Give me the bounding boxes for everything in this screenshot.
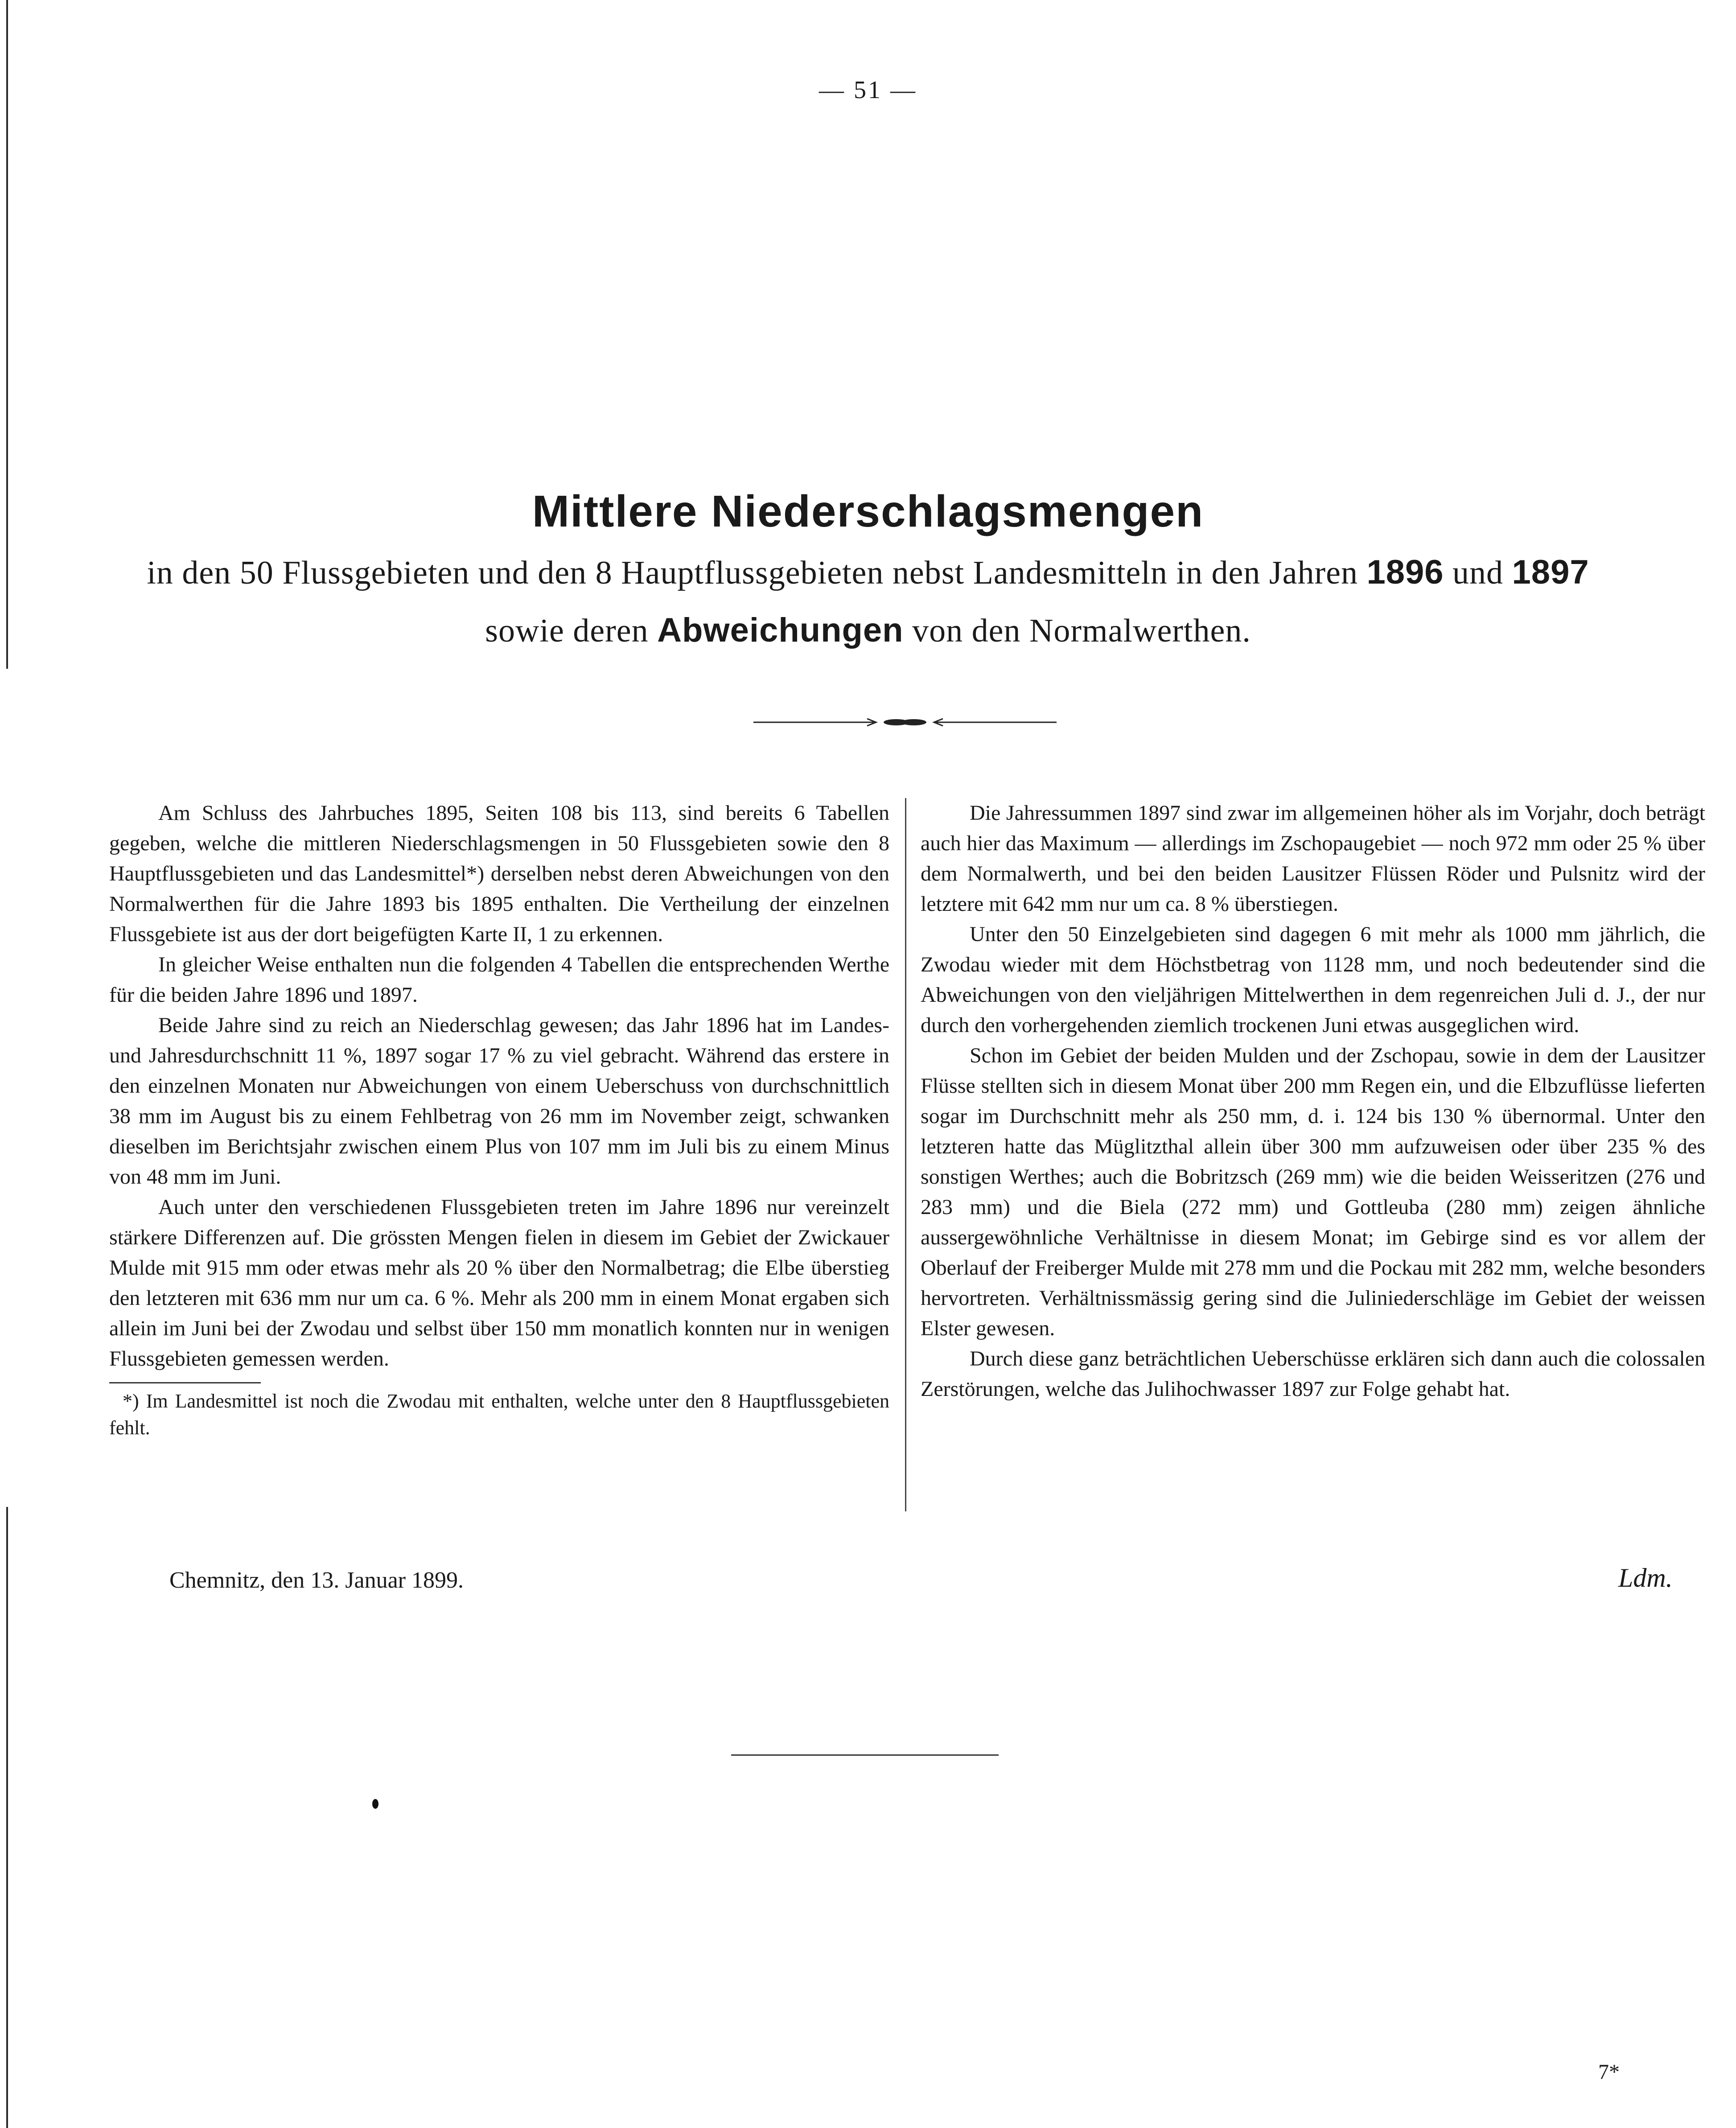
page-number: — 51 — <box>819 76 917 104</box>
paragraph: In gleicher Weise enthalten nun die folgenden 4 Tabellen die entsprechenden Werthe für die beiden Jahre 1896 und 1897. <box>109 953 889 1007</box>
subtitle-text-2a: sowie deren <box>485 613 649 649</box>
subtitle-emphasis: Abweichungen <box>657 611 904 649</box>
column-divider <box>905 798 906 1511</box>
footnote: *) Im Landesmittel ist noch die Zwodau mit enthalten, welche unter den 8 Hauptflussgebieten fehlt. <box>109 1390 889 1439</box>
paragraph: Auch unter den verschiedenen Flussgebieten treten im Jahre 1896 nur vereinzelt stärkere Differenzen auf. Die grössten Mengen fielen in diesem im Gebiet der Zwickauer Mulde mit 915 mm oder etwas mehr als 20 % über den Normalbetrag; die Elbe überstieg den letzteren mit 636 mm nur um ca. 6 %. Mehr als 200 mm in einem Monat ergaben sich allein im Juni bei der Zwodau und selbst über 150 mm monatlich konnten nur in wenigen Flussgebieten gemessen werden. <box>109 1195 889 1371</box>
ornament-divider <box>753 713 1057 731</box>
subtitle-text: in den 50 Flussgebieten und den 8 Hauptflussgebieten nebst Landesmitteln in den Jahren <box>147 555 1358 591</box>
year-1896: 1896 <box>1366 553 1444 591</box>
page-title: Mittlere Niederschlagsmengen <box>532 486 1204 536</box>
right-column <box>921 798 1705 1404</box>
paragraph: Am Schluss des Jahrbuches 1895, Seiten 108 bis 113, sind bereits 6 Tabellen gegeben, welche die mittleren Niederschlagsmengen in 50 Flussgebieten sowie den 8 Hauptflussgebieten und das Landesmittel*) derselben nebst deren Abweichungen von den Normalwerthen für die Jahre 1893 bis 1895 enthalten. Die Vertheilung der einzelnen Flussgebiete ist aus der dort beigefügten Karte II, 1 zu erkennen. <box>109 801 889 946</box>
signoff-initials: Ldm. <box>1618 1563 1673 1593</box>
subtitle-line-1 <box>0 553 1736 592</box>
subtitle-text-2b: von den Normalwerthen. <box>912 613 1251 649</box>
paragraph: Unter den 50 Einzelgebieten sind dagegen 6 mit mehr als 1000 mm jährlich, die Zwodau wieder mit dem Höchstbetrag von 1128 mm, und noch bedeutender sind die Abweichungen von den vieljährigen Mittelwerthen in dem regenreichen Juli d. J., der nur durch den vorhergehenden ziemlich trockenen Juni etwas ausgeglichen wird. <box>921 922 1705 1037</box>
paragraph: Die Jahressummen 1897 sind zwar im allgemeinen höher als im Vorjahr, doch beträgt auch hier das Maximum — allerdings im Zschopaugebiet — noch 972 mm oder 25 % über dem Normalwerth, und bei den beiden Lausitzer Flüssen Röder und Pulsnitz wird der letztere mit 642 mm nur um ca. 8 % überstiegen. <box>921 801 1705 916</box>
year-1897: 1897 <box>1512 553 1589 591</box>
subtitle-line-2 <box>0 611 1736 650</box>
left-column <box>109 798 889 1441</box>
scan-edge-bottom <box>6 1507 8 2128</box>
paragraph: Schon im Gebiet der beiden Mulden und der Zschopau, sowie in dem der Lausitzer Flüsse stellten sich in diesem Monat über 200 mm Regen ein, und die Elbzuflüsse lieferten sogar im Durchschnitt mehr als 250 mm, d. i. 124 bis 130 % übernormal. Unter den letzteren hatte das Müglitzthal allein über 300 mm aufzuweisen oder über 235 % des sonstigen Werthes; auch die Bobritzsch (269 mm) wie die beiden Weisseritzen (276 und 283 mm) und die Biela (272 mm) und Gottleuba (280 mm) zeigen ähnliche aussergewöhnliche Verhältnisse in diesem Monat; im Gebirge sind es vor allem der Oberlauf der Freiberger Mulde mit 278 mm und die Pockau mit 282 mm, welche besonders hervortreten. Verhältnissmässig gering sind die Juliniederschläge im Gebiet der weissen Elster gewesen. <box>921 1044 1705 1340</box>
paragraph: Durch diese ganz beträchtlichen Ueberschüsse erklären sich dann auch die colossalen Zerstörungen, welche das Julihochwasser 1897 zur Folge gehabt hat. <box>921 1347 1705 1401</box>
subtitle-text-und: und <box>1452 555 1504 591</box>
signoff-place-date: Chemnitz, den 13. Januar 1899. <box>169 1568 464 1593</box>
footnote-rule <box>109 1382 261 1383</box>
end-rule <box>731 1754 999 1756</box>
ink-spot <box>372 1799 378 1809</box>
paragraph: Beide Jahre sind zu reich an Niederschlag gewesen; das Jahr 1896 hat im Landes- und Jahresdurchschnitt 11 %, 1897 sogar 17 % zu viel gebracht. Während das erstere in den einzelnen Monaten nur Abweichungen von einem Ueberschuss von durchschnittlich 38 mm im August bis zu einem Fehlbetrag von 26 mm im November zeigt, schwanken dieselben im Berichtsjahr zwischen einem Plus von 107 mm im Juli bis zu einem Minus von 48 mm im Juni. <box>109 1013 889 1189</box>
sheet-signature-mark: 7* <box>1598 2060 1620 2084</box>
